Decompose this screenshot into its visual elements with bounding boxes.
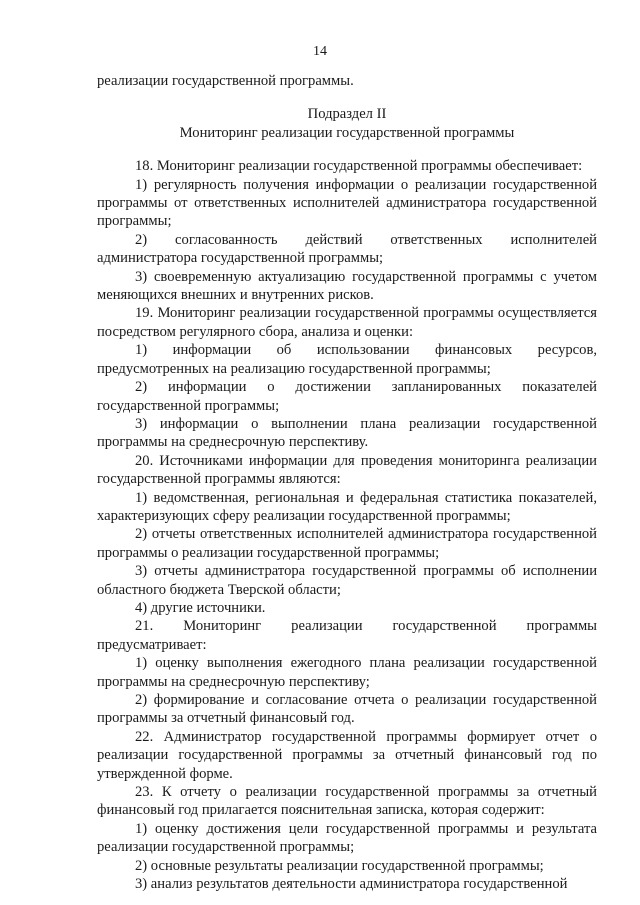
continued-text: реализации государственной программы.	[97, 73, 354, 89]
paragraph: 4) другие источники.	[135, 599, 266, 616]
paragraph: 20. Источниками информации для проведения мониторинга реализации государственной программы являются:	[97, 452, 597, 488]
paragraph: 2) согласованность действий ответственных исполнителей администратора государственной программы;	[97, 231, 597, 267]
paragraph: 18. Мониторинг реализации государственной программы обеспечивает:	[135, 158, 583, 175]
paragraph: 3) отчеты администратора государственной программы об исполнении областного бюджета Тверской области;	[97, 563, 597, 598]
paragraph: 1) ведомственная, региональная и федеральная статистика показателей, характеризующих сферу реализации государственной программы;	[97, 489, 597, 524]
subsection-label: Подраздел II	[307, 106, 387, 123]
paragraph: 3) информации о выполнении плана реализации государственной программы на среднесрочную перспективу.	[97, 415, 597, 451]
paragraph: 3) своевременную актуализацию государственной программы с учетом меняющихся внешних и внутренних рисков.	[97, 268, 597, 304]
page-number: 14	[313, 44, 327, 59]
paragraph: 1) информации об использовании финансовых ресурсов, предусмотренных на реализацию государственной программы;	[97, 342, 597, 377]
paragraph: 1) оценку достижения цели государственной программы и результата реализации государственной программы;	[97, 820, 597, 856]
paragraph: 1) регулярность получения информации о реализации государственной программы от ответственных исполнителей администратора государственной программы;	[97, 176, 597, 230]
paragraph: 19. Мониторинг реализации государственной программы осуществляется посредством регулярного сбора, анализа и оценки:	[97, 305, 597, 340]
paragraph: 2) информации о достижении запланированных показателей государственной программы;	[97, 379, 597, 414]
document-body	[97, 72, 597, 893]
paragraph: 2) основные результаты реализации государственной программы;	[135, 857, 544, 874]
paragraph: 2) отчеты ответственных исполнителей администратора государственной программы о реализации государственной программы;	[97, 526, 597, 561]
subsection-title: Мониторинг реализации государственной программы	[179, 124, 515, 141]
paragraph: 1) оценку выполнения ежегодного плана реализации государственной программы на среднесрочную перспективу;	[97, 655, 597, 690]
paragraph: 23. К отчету о реализации государственной программы за отчетный финансовый год прилагается пояснительная записка, которая содержит:	[97, 784, 597, 819]
paragraph: 22. Администратор государственной программы формирует отчет о реализации государственной программы за отчетный финансовый год по утвержденной форме.	[97, 728, 597, 782]
paragraph: 2) формирование и согласование отчета о реализации государственной программы за отчетный финансовый год.	[97, 692, 597, 727]
paragraph: 3) анализ результатов деятельности администратора государственной	[135, 876, 568, 893]
paragraph: 21. Мониторинг реализации государственной программы предусматривает:	[97, 618, 597, 653]
